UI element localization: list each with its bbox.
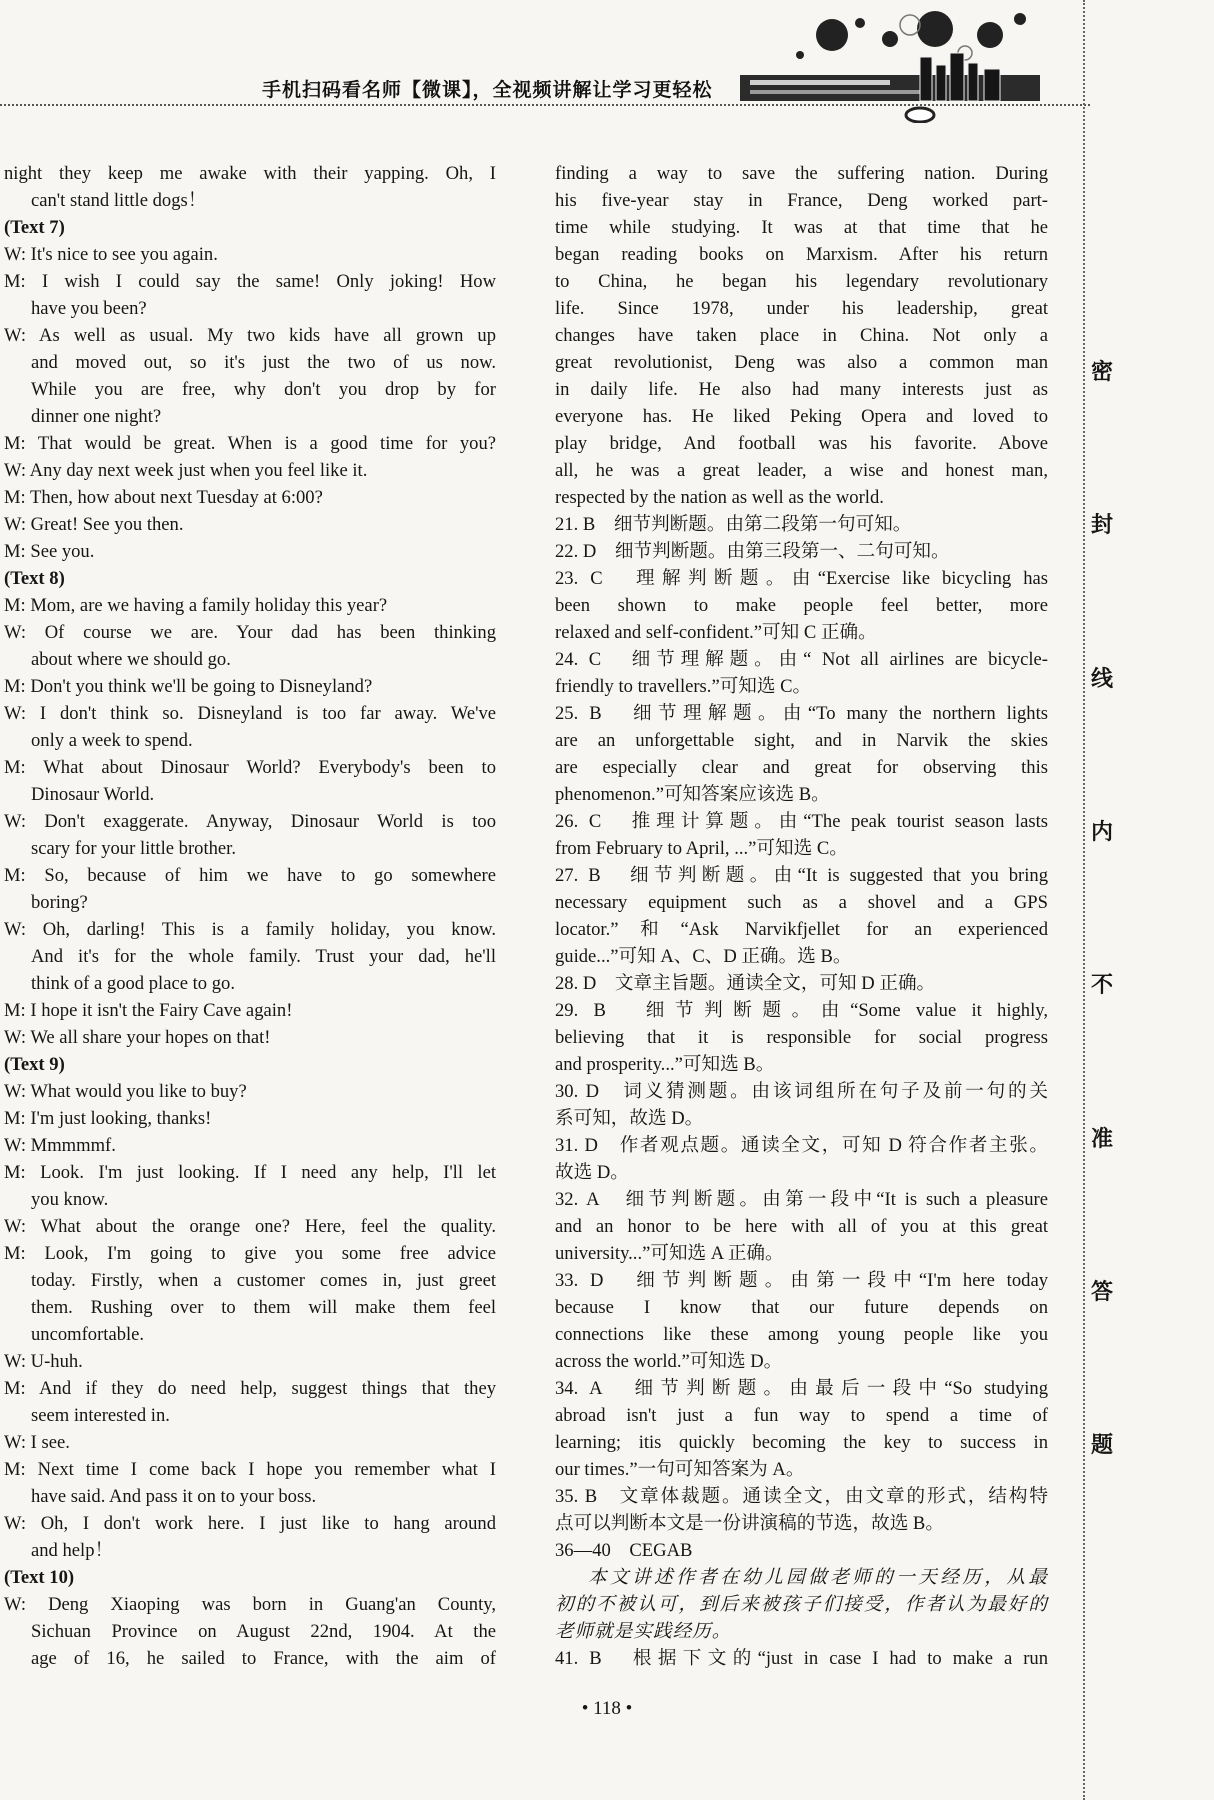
text-line: W: Any day next week just when you feel like it. [4, 460, 368, 481]
answer-line: 故选 D。 [555, 1162, 629, 1183]
text-line: M: So, because of him we have to go somewhere [4, 865, 496, 886]
answer-line: 28. D 文章主旨题。通读全文，可知 D 正确。 [555, 973, 936, 994]
text-line: uncomfortable. [31, 1324, 145, 1345]
answer-line: 31. D 作者观点题。通读全文，可知 D 符合作者主张。 [555, 1135, 1048, 1156]
text-line: boring? [31, 892, 88, 913]
text-line: about where we should go. [31, 649, 231, 670]
answer-line: 32. A 细节判断题。由第一段中“It is such a pleasure [555, 1189, 1048, 1210]
text-line: time while studying. It was at that time that he [555, 217, 1048, 238]
text-line: M: I'm just looking, thanks! [4, 1108, 212, 1129]
text-line: W: What would you like to buy? [4, 1081, 247, 1102]
answer-line: necessary equipment such as a shovel and a GPS [555, 892, 1048, 913]
text-line: M: And if they do need help, suggest things that they [4, 1378, 496, 1399]
header-decoration-graphic [740, 5, 1060, 123]
text-line: And it's for the whole family. Trust your dad, he'll [31, 946, 496, 967]
header-slogan: 手机扫码看名师【微课】，全视频讲解让学习更轻松 [262, 79, 713, 101]
text-line: M: Don't you think we'll be going to Disneyland? [4, 676, 373, 697]
text-line: W: Of course we are. Your dad has been thinking [4, 622, 496, 643]
text-line: them. Rushing over to them will make them feel [31, 1297, 496, 1318]
text-line: changes have taken place in China. Not only a [555, 325, 1048, 346]
text-line: seem interested in. [31, 1405, 170, 1426]
answer-line: 34. A 细节判断题。由最后一段中“So studying [555, 1378, 1048, 1399]
summary-line: 初的不被认可，到后来被孩子们接受，作者认为最好的 [555, 1594, 1048, 1615]
answer-line: 35. B 文章体裁题。通读全文，由文章的形式，结构特 [555, 1486, 1048, 1507]
text-line: dinner one night? [31, 406, 162, 427]
text-line: M: Look. I'm just looking. If I need any help, I'll let [4, 1162, 496, 1183]
answer-line: abroad isn't just a fun way to spend a time of [555, 1405, 1048, 1426]
binding-line-char: 答 [1088, 1275, 1116, 1306]
binding-line-char: 内 [1088, 815, 1116, 846]
text-line: his five-year stay in France, Deng worked part- [555, 190, 1048, 211]
binding-line-char: 密 [1088, 355, 1116, 386]
text-line: W: What about the orange one? Here, feel the quality. [4, 1216, 496, 1237]
answer-line: relaxed and self-confident.”可知 C 正确。 [555, 622, 877, 643]
answer-line: 22. D 细节判断题。由第三段第一、二句可知。 [555, 541, 950, 562]
text-line: M: What about Dinosaur World? Everybody's been to [4, 757, 496, 778]
answer-line: guide...”可知 A、C、D 正确。选 B。 [555, 946, 852, 967]
text-line: M: I hope it isn't the Fairy Cave again! [4, 1000, 293, 1021]
text-line: W: As well as usual. My two kids have all grown up [4, 325, 496, 346]
binding-dotted-line [1083, 0, 1085, 1800]
text-line: W: Deng Xiaoping was born in Guang'an County, [4, 1594, 496, 1615]
text-line: think of a good place to go. [31, 973, 235, 994]
text-line: all, he was a great leader, a wise and honest man, [555, 460, 1048, 481]
text-line: M: I wish I could say the same! Only joking! How [4, 271, 496, 292]
text-line: respected by the nation as well as the world. [555, 487, 884, 508]
section-label: (Text 7) [4, 217, 65, 238]
section-label: (Text 9) [4, 1054, 65, 1075]
text-line: W: Oh, darling! This is a family holiday, you know. [4, 919, 496, 940]
answer-line: because I know that our future depends on [555, 1297, 1048, 1318]
binding-line-char: 题 [1088, 1428, 1116, 1459]
answer-line: and an honor to be here with all of you at this great [555, 1216, 1048, 1237]
text-line: to China, he began his legendary revolutionary [555, 271, 1048, 292]
text-line: W: U-huh. [4, 1351, 83, 1372]
answer-line: 29. B 细节判断题。由“Some value it highly, [555, 1000, 1048, 1021]
text-line: M: That would be great. When is a good time for you? [4, 433, 496, 454]
answer-line: from February to April, ...”可知选 C。 [555, 838, 848, 859]
text-line: can't stand little dogs！ [31, 190, 207, 211]
text-line: only a week to spend. [31, 730, 193, 751]
answer-line: believing that it is responsible for social progress [555, 1027, 1048, 1048]
text-line: and moved out, so it's just the two of us now. [31, 352, 496, 373]
answer-line: are an unforgettable sight, and in Narvik the skies [555, 730, 1048, 751]
binding-line-char: 不 [1088, 968, 1116, 999]
answer-line: 25. B 细节理解题。由“To many the northern lights [555, 703, 1048, 724]
text-line: and help！ [31, 1540, 114, 1561]
text-line: today. Firstly, when a customer comes in, just greet [31, 1270, 496, 1291]
binding-line-char: 封 [1088, 508, 1116, 539]
text-line: W: Mmmmmf. [4, 1135, 116, 1156]
text-line: W: Oh, I don't work here. I just like to hang around [4, 1513, 496, 1534]
text-line: W: It's nice to see you again. [4, 244, 218, 265]
binding-line-char: 线 [1088, 662, 1116, 693]
answer-line: across the world.”可知选 D。 [555, 1351, 783, 1372]
text-line: W: I see. [4, 1432, 70, 1453]
answer-line: 21. B 细节判断题。由第二段第一句可知。 [555, 514, 912, 535]
text-line: everyone has. He liked Peking Opera and loved to [555, 406, 1048, 427]
text-line: M: Mom, are we having a family holiday this year? [4, 595, 388, 616]
text-line: M: See you. [4, 541, 95, 562]
page-header [0, 0, 1100, 120]
answer-line: learning; itis quickly becoming the key to success in [555, 1432, 1048, 1453]
text-line: in daily life. He also had many interests just as [555, 379, 1048, 400]
section-label: (Text 10) [4, 1567, 75, 1588]
text-line: age of 16, he sailed to France, with the aim of [31, 1648, 496, 1669]
summary-line: 本文讲述作者在幼儿园做老师的一天经历，从最 [588, 1567, 1048, 1588]
text-line: began reading books on Marxism. After his return [555, 244, 1048, 265]
text-line: play bridge, And football was his favorite. Above [555, 433, 1048, 454]
section-label: (Text 8) [4, 568, 65, 589]
text-line: Sichuan Province on August 22nd, 1904. At the [31, 1621, 496, 1642]
text-line: scary for your little brother. [31, 838, 236, 859]
answer-line: 41. B 根据下文的“just in case I had to make a run [555, 1648, 1048, 1669]
answer-line: connections like these among young people like you [555, 1324, 1048, 1345]
answer-line: 36—40 CEGAB [555, 1540, 693, 1561]
answer-line: 24. C 细节理解题。由“ Not all airlines are bicycle- [555, 649, 1048, 670]
answer-line: 23. C 理解判断题。由“Exercise like bicycling has [555, 568, 1048, 589]
text-line: While you are free, why don't you drop by for [31, 379, 496, 400]
answer-line: our times.”一句可知答案为 A。 [555, 1459, 805, 1480]
text-line: W: Great! See you then. [4, 514, 184, 535]
text-line: W: Don't exaggerate. Anyway, Dinosaur World is too [4, 811, 496, 832]
answer-line: 27. B 细节判断题。由“It is suggested that you bring [555, 865, 1048, 886]
answer-line: 点可以判断本文是一份讲演稿的节选，故选 B。 [555, 1513, 944, 1534]
answer-line: 30. D 词义猜测题。由该词组所在句子及前一句的关 [555, 1081, 1048, 1102]
text-line: M: Then, how about next Tuesday at 6:00? [4, 487, 323, 508]
text-line: have you been? [31, 298, 147, 319]
answer-line: university...”可知选 A 正确。 [555, 1243, 784, 1264]
left-column [4, 160, 496, 1672]
answer-line: 33. D 细节判断题。由第一段中“I'm here today [555, 1270, 1048, 1291]
text-line: M: Next time I come back I hope you remember what I [4, 1459, 496, 1480]
text-line: night they keep me awake with their yapping. Oh, I [4, 163, 496, 184]
text-line: have said. And pass it on to your boss. [31, 1486, 317, 1507]
answer-line: 26. C 推理计算题。由“The peak tourist season lasts [555, 811, 1048, 832]
answer-line: 系可知，故选 D。 [555, 1108, 704, 1129]
text-line: W: I don't think so. Disneyland is too far away. We've [4, 703, 496, 724]
summary-line: 老师就是实践经历。 [555, 1621, 732, 1642]
answer-line: friendly to travellers.”可知选 C。 [555, 676, 812, 697]
right-column [555, 160, 1048, 1672]
text-line: you know. [31, 1189, 109, 1210]
answer-line: locator.”和“Ask Narvikfjellet for an experienced [555, 919, 1048, 940]
answer-line: been shown to make people feel better, more [555, 595, 1048, 616]
text-line: great revolutionist, Deng was also a common man [555, 352, 1048, 373]
page-number: • 118 • [581, 1698, 633, 1719]
text-line: finding a way to save the suffering nation. During [555, 163, 1048, 184]
answer-line: are especially clear and great for observing this [555, 757, 1048, 778]
text-line: life. Since 1978, under his leadership, great [555, 298, 1048, 319]
text-line: Dinosaur World. [31, 784, 155, 805]
answer-line: phenomenon.”可知答案应该选 B。 [555, 784, 830, 805]
text-line: M: Look, I'm going to give you some free advice [4, 1243, 496, 1264]
answer-line: and prosperity...”可知选 B。 [555, 1054, 775, 1075]
text-line: W: We all share your hopes on that! [4, 1027, 271, 1048]
binding-line-char: 准 [1088, 1122, 1116, 1153]
